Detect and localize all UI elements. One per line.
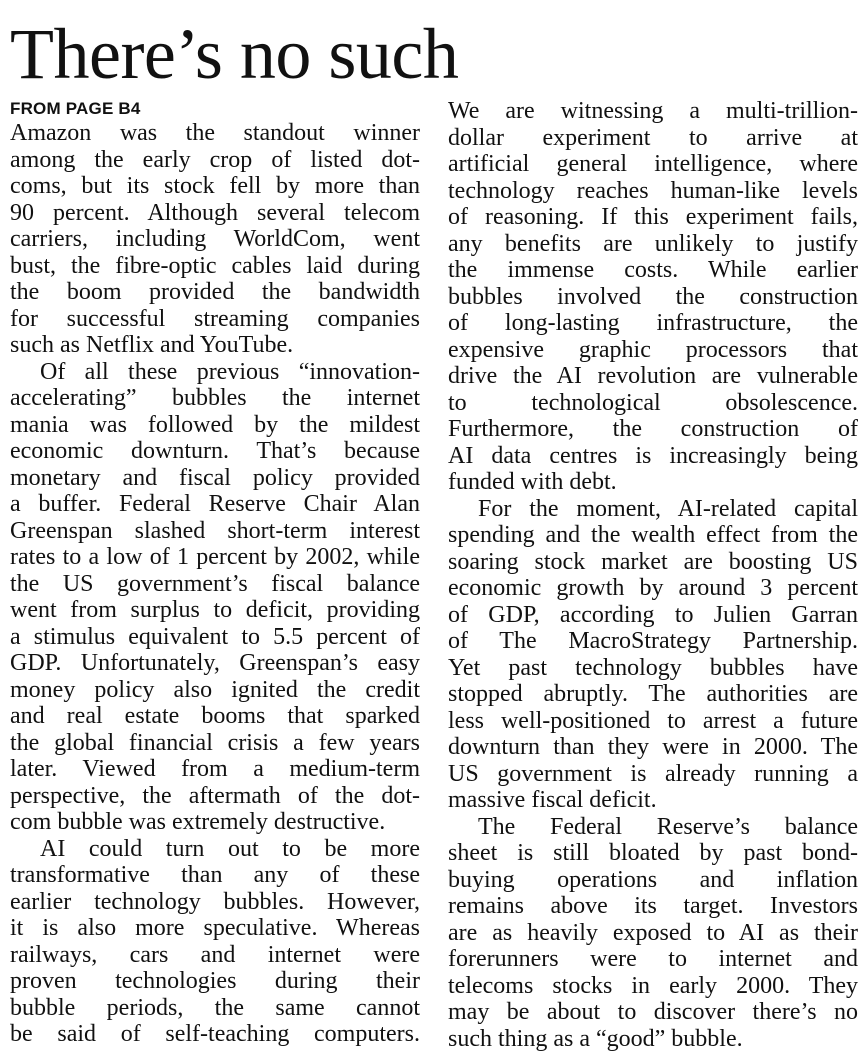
text-line: monetary and fiscal policy provided	[10, 464, 420, 491]
text-line: be said of self-teaching computers.	[10, 1021, 420, 1047]
headline: There’s no such	[10, 14, 459, 94]
text-line: Of all these previous “innovation-	[40, 358, 420, 385]
text-line: the global financial crisis a few years	[10, 729, 420, 756]
text-line: coms, but its stock fell by more than	[10, 173, 420, 199]
text-line: such thing as a “good” bubble.	[448, 1025, 743, 1052]
text-line: later. Viewed from a medium-term	[10, 756, 420, 782]
text-line: We are witnessing a multi-trillion-	[448, 98, 858, 124]
text-line: bubble periods, the same cannot	[10, 994, 420, 1021]
text-line: such as Netflix and YouTube.	[10, 332, 294, 358]
text-line: the boom provided the bandwidth	[10, 279, 420, 305]
text-line: and real estate booms that sparked	[10, 703, 420, 729]
text-line: rates to a low of 1 percent by 2002, while	[10, 544, 420, 570]
text-line: to technological obsolescence.	[448, 389, 858, 416]
text-line: Furthermore, the construction of	[448, 416, 858, 442]
text-line: AI could turn out to be more	[40, 835, 420, 862]
text-line: The Federal Reserve’s balance	[478, 813, 858, 840]
text-line: less well-positioned to arrest a future	[448, 707, 858, 734]
text-line: remains above its target. Investors	[448, 893, 858, 919]
text-line: may be about to discover there’s no	[448, 999, 858, 1025]
text-line: dollar experiment to arrive at	[448, 124, 858, 151]
text-line: earlier technology bubbles. However,	[10, 888, 420, 915]
text-line: of The MacroStrategy Partnership.	[448, 628, 858, 654]
text-line: US government is already running a	[448, 760, 858, 787]
text-line: technology reaches human-like levels	[448, 177, 858, 204]
article-column-left	[10, 98, 420, 1048]
text-line: Yet past technology bubbles have	[448, 654, 858, 681]
text-line: economic downturn. That’s because	[10, 438, 420, 464]
text-line: downturn than they were in 2000. The	[448, 734, 858, 760]
text-line: For the moment, AI-related capital	[478, 495, 858, 522]
text-line: stopped abruptly. The authorities are	[448, 681, 858, 707]
text-line: telecoms stocks in early 2000. They	[448, 972, 858, 999]
text-line: 90 percent. Although several telecom	[10, 199, 420, 226]
text-line: soaring stock market are boosting US	[448, 548, 858, 575]
text-line: buying operations and inflation	[448, 866, 858, 893]
text-line: sheet is still bloated by past bond-	[448, 840, 858, 866]
text-line: mania was followed by the mildest	[10, 411, 420, 438]
text-line: perspective, the aftermath of the dot-	[10, 782, 420, 809]
text-line: the US government’s fiscal balance	[10, 570, 420, 597]
text-line: GDP. Unfortunately, Greenspan’s easy	[10, 650, 420, 676]
text-line: for successful streaming companies	[10, 305, 420, 332]
text-line: economic growth by around 3 percent	[448, 575, 858, 601]
text-line: accelerating” bubbles the internet	[10, 385, 420, 411]
text-line: forerunners were to internet and	[448, 946, 858, 972]
text-line: spending and the wealth effect from the	[448, 522, 858, 548]
text-line: expensive graphic processors that	[448, 336, 858, 363]
right-column-body	[448, 98, 858, 1052]
text-line: railways, cars and internet were	[10, 941, 420, 968]
text-line: it is also more speculative. Whereas	[10, 915, 420, 941]
text-line: of long-lasting infrastructure, the	[448, 310, 858, 336]
from-page-label: FROM PAGE B4	[10, 99, 141, 118]
text-line: bust, the fibre-optic cables laid during	[10, 252, 420, 279]
text-line: of reasoning. If this experiment fails,	[448, 204, 858, 230]
text-line: among the early crop of listed dot-	[10, 146, 420, 173]
text-line: artificial general intelligence, where	[448, 151, 858, 177]
text-line: massive fiscal deficit.	[448, 787, 657, 813]
text-line: transformative than any of these	[10, 862, 420, 888]
left-column-body	[10, 120, 420, 1048]
text-line: a buffer. Federal Reserve Chair Alan	[10, 491, 420, 517]
text-line: bubbles involved the construction	[448, 283, 858, 310]
article-column-right	[448, 98, 858, 1052]
text-line: the immense costs. While earlier	[448, 257, 858, 283]
text-line: of GDP, according to Julien Garran	[448, 601, 858, 628]
text-line: AI data centres is increasingly being	[448, 442, 858, 469]
text-line: are as heavily exposed to AI as their	[448, 919, 858, 946]
text-line: Amazon was the standout winner	[10, 120, 420, 146]
text-line: carriers, including WorldCom, went	[10, 226, 420, 252]
text-line: went from surplus to deficit, providing	[10, 597, 420, 623]
text-line: proven technologies during their	[10, 968, 420, 994]
text-line: Greenspan slashed short-term interest	[10, 517, 420, 544]
text-line: any benefits are unlikely to justify	[448, 230, 858, 257]
text-line: a stimulus equivalent to 5.5 percent of	[10, 623, 420, 650]
text-line: com bubble was extremely destructive.	[10, 809, 386, 835]
text-line: funded with debt.	[448, 469, 617, 495]
text-line: drive the AI revolution are vulnerable	[448, 363, 858, 389]
text-line: money policy also ignited the credit	[10, 676, 420, 703]
